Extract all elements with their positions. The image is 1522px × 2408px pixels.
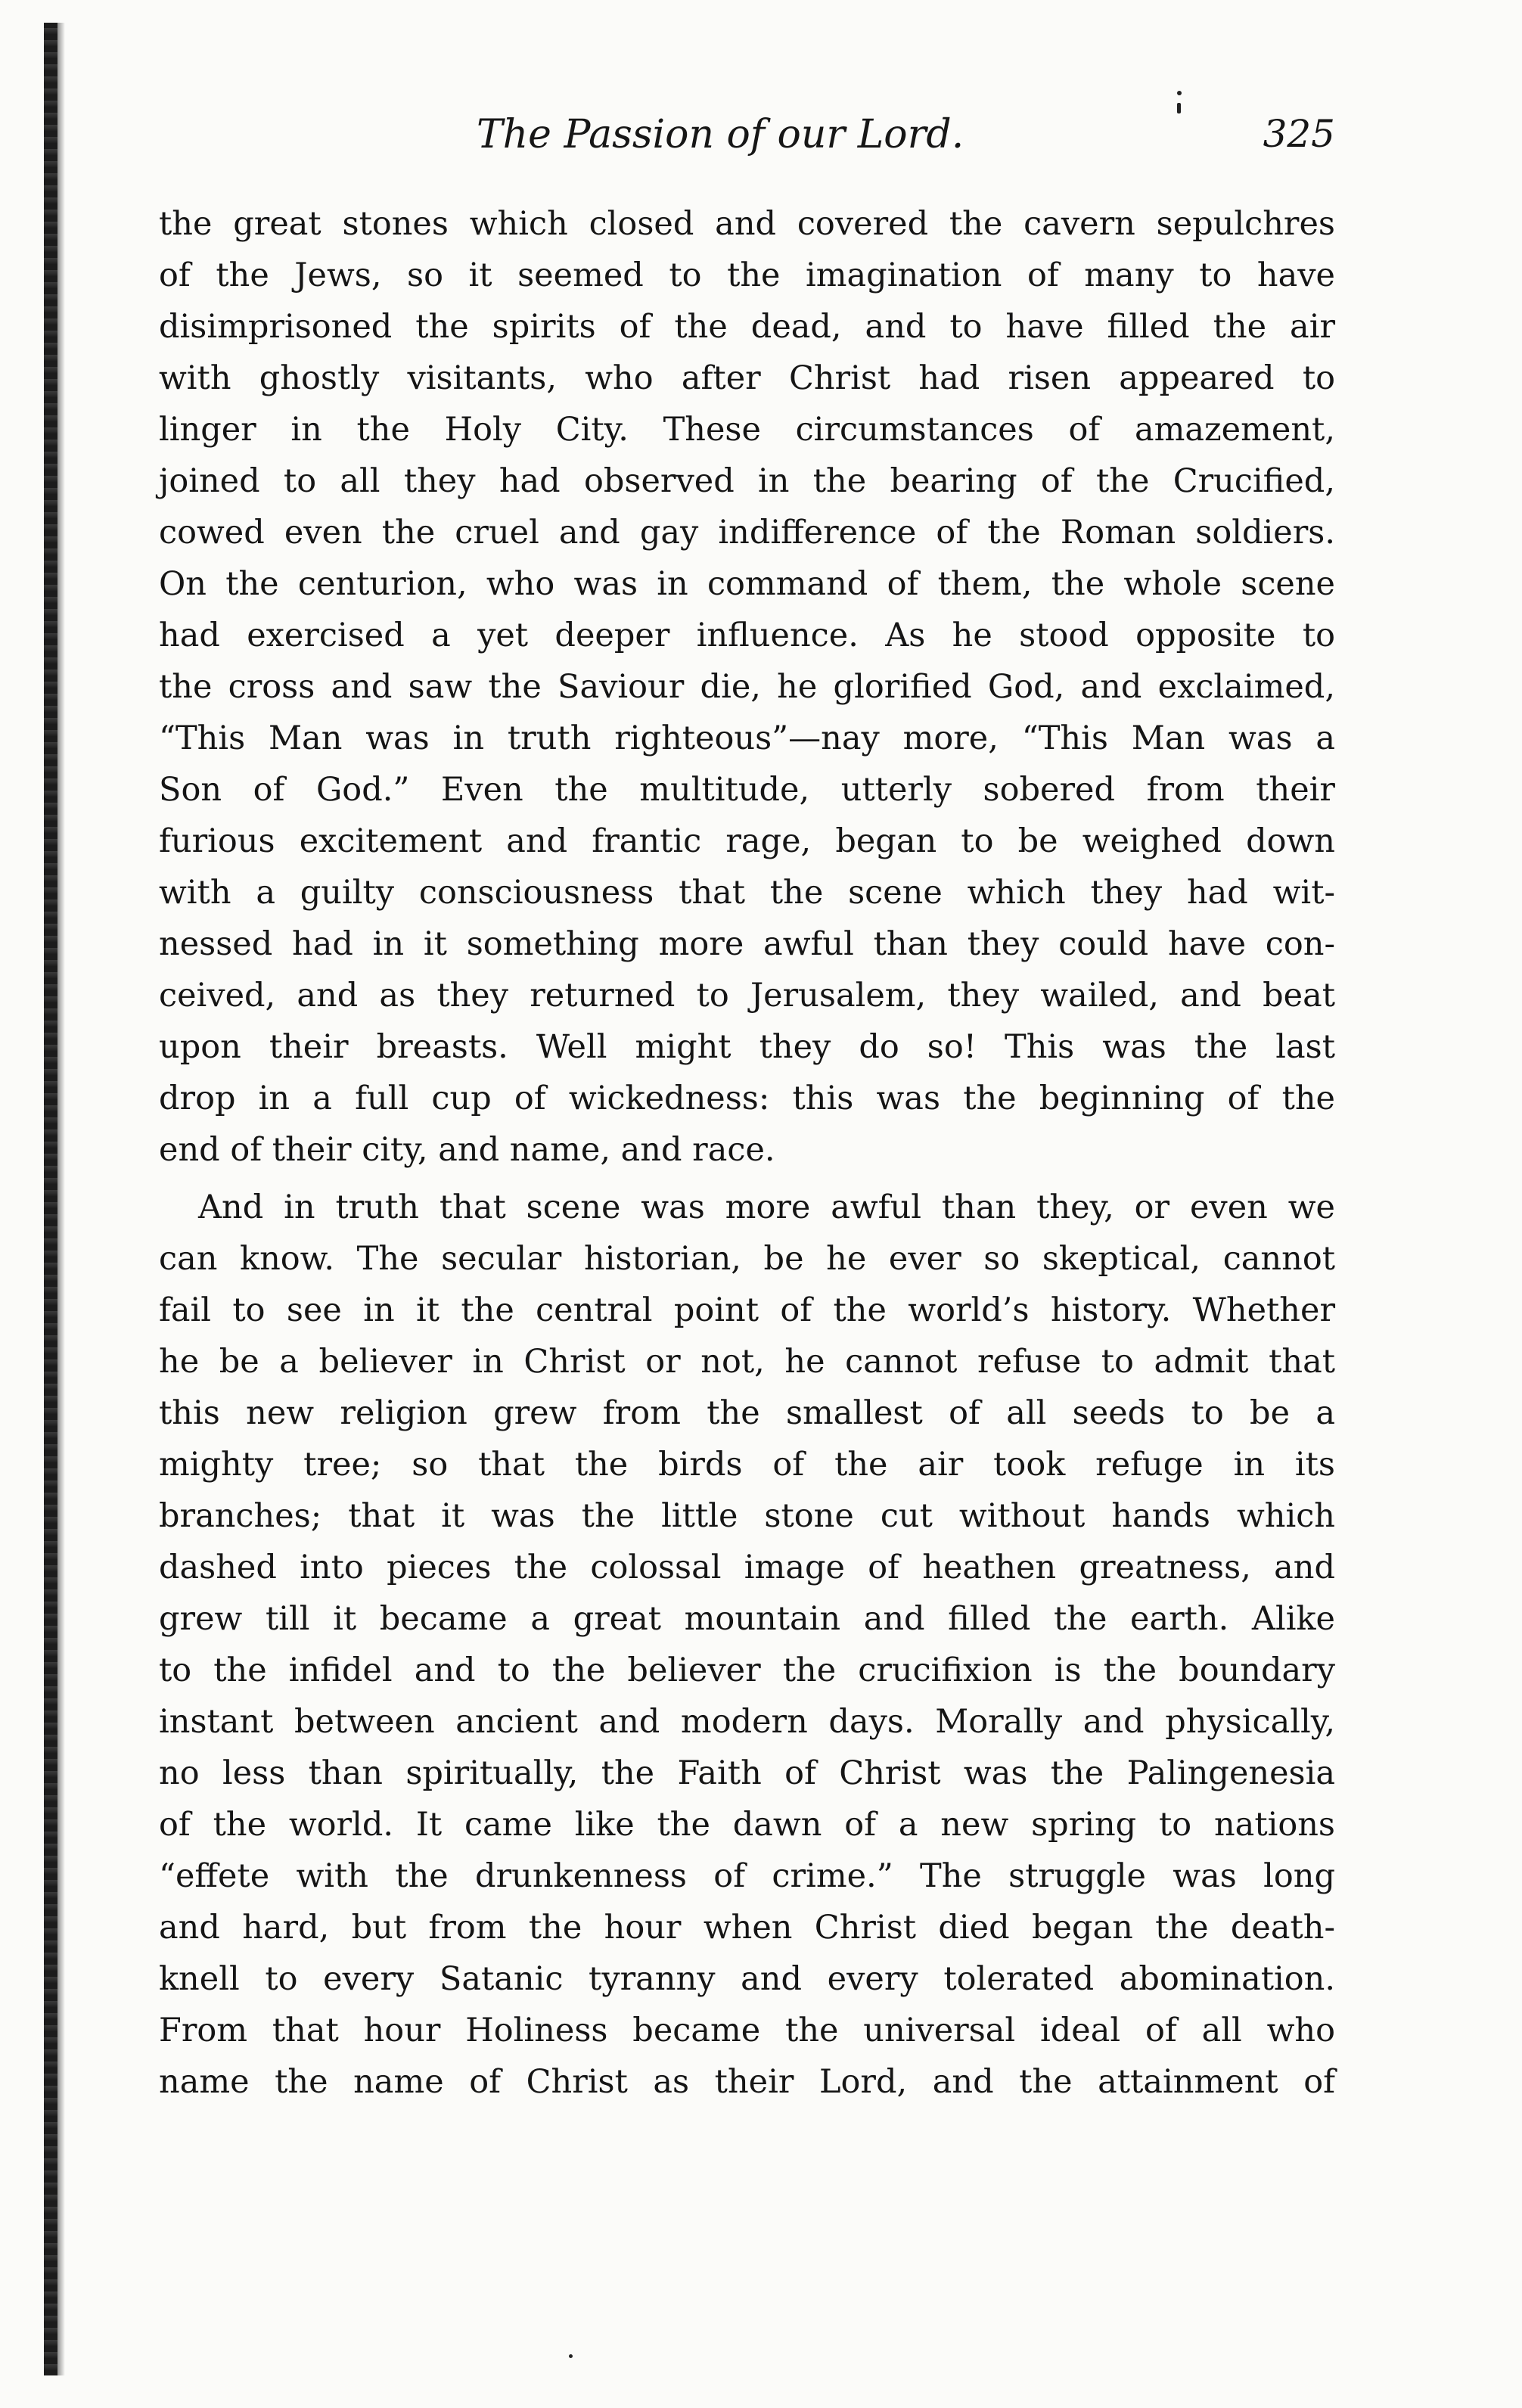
text-line: dashed into pieces the colossal image of heathen greatness, and bbox=[159, 1549, 1335, 1586]
text-line: joined to all they had observed in the bearing of the Crucified, bbox=[159, 462, 1335, 500]
page-number: 325 bbox=[1263, 112, 1335, 156]
text-line: can know. The secular historian, be he ever so skeptical, cannot bbox=[159, 1240, 1335, 1278]
text-line: cowed even the cruel and gay indifference of the Roman soldiers. bbox=[159, 514, 1335, 552]
text-line: with a guilty consciousness that the scene which they had wit- bbox=[159, 874, 1335, 912]
text-line: no less than spiritually, the Faith of Christ was the Palingenesia bbox=[159, 1754, 1335, 1792]
text-line: mighty tree; so that the birds of the air took refuge in its bbox=[159, 1446, 1335, 1484]
text-line: linger in the Holy City. These circumstances of amazement, bbox=[159, 411, 1335, 449]
body-text bbox=[159, 198, 1335, 2108]
print-speck bbox=[1177, 103, 1181, 113]
text-line: of the Jews, so it seemed to the imagination of many to have bbox=[159, 256, 1335, 294]
text-line: name the name of Christ as their Lord, and the attainment of bbox=[159, 2063, 1335, 2101]
text-line: he be a believer in Christ or not, he cannot refuse to admit that bbox=[159, 1343, 1335, 1381]
print-speck bbox=[569, 2354, 573, 2358]
text-line: this new religion grew from the smallest of all seeds to be a bbox=[159, 1394, 1335, 1432]
text-line: of the world. It came like the dawn of a new spring to nations bbox=[159, 1806, 1335, 1844]
text-line: with ghostly visitants, who after Christ had risen appeared to bbox=[159, 359, 1335, 397]
text-line: grew till it became a great mountain and filled the earth. Alike bbox=[159, 1600, 1335, 1638]
text-line: the cross and saw the Saviour die, he glorified God, and exclaimed, bbox=[159, 668, 1335, 706]
text-line: “This Man was in truth righteous”—nay more, “This Man was a bbox=[159, 719, 1335, 757]
text-line: furious excitement and frantic rage, began to be weighed down bbox=[159, 822, 1335, 860]
text-line: nessed had in it something more awful than they could have con- bbox=[159, 925, 1335, 963]
text-line: the great stones which closed and covered the cavern sepulchres bbox=[159, 205, 1335, 243]
text-line: “effete with the drunkenness of crime.” The struggle was long bbox=[159, 1857, 1335, 1895]
text-line: From that hour Holiness became the universal ideal of all who bbox=[159, 2012, 1335, 2049]
binding-edge bbox=[44, 23, 57, 2375]
text-line: had exercised a yet deeper influence. As he stood opposite to bbox=[159, 617, 1335, 654]
text-line: disimprisoned the spirits of the dead, and to have filled the air bbox=[159, 308, 1335, 346]
text-line: drop in a full cup of wickedness: this was the beginning of the bbox=[159, 1080, 1335, 1117]
text-line: Son of God.” Even the multitude, utterly sobered from their bbox=[159, 771, 1335, 809]
text-line: and hard, but from the hour when Christ died began the death- bbox=[159, 1909, 1335, 1947]
text-line: fail to see in it the central point of the world’s history. Whether bbox=[159, 1291, 1335, 1329]
text-line: And in truth that scene was more awful than they, or even we bbox=[198, 1188, 1335, 1226]
text-line: knell to every Satanic tyranny and every tolerated abomination. bbox=[159, 1960, 1335, 1998]
text-line: ceived, and as they returned to Jerusalem, they wailed, and beat bbox=[159, 977, 1335, 1014]
page-header bbox=[159, 104, 1335, 172]
print-speck bbox=[1177, 91, 1182, 95]
text-line: On the centurion, who was in command of them, the whole scene bbox=[159, 565, 1335, 603]
text-line: branches; that it was the little stone cut without hands which bbox=[159, 1497, 1335, 1535]
text-line: to the infidel and to the believer the crucifixion is the boundary bbox=[159, 1651, 1335, 1689]
binding-edge-shadow bbox=[57, 23, 65, 2375]
paragraph-gap bbox=[159, 1176, 1335, 1182]
text-line: upon their breasts. Well might they do so! This was the last bbox=[159, 1028, 1335, 1066]
text-line: instant between ancient and modern days. Morally and physically, bbox=[159, 1703, 1335, 1741]
text-line: end of their city, and name, and race. bbox=[159, 1131, 775, 1169]
running-title: The Passion of our Lord. bbox=[477, 112, 964, 157]
